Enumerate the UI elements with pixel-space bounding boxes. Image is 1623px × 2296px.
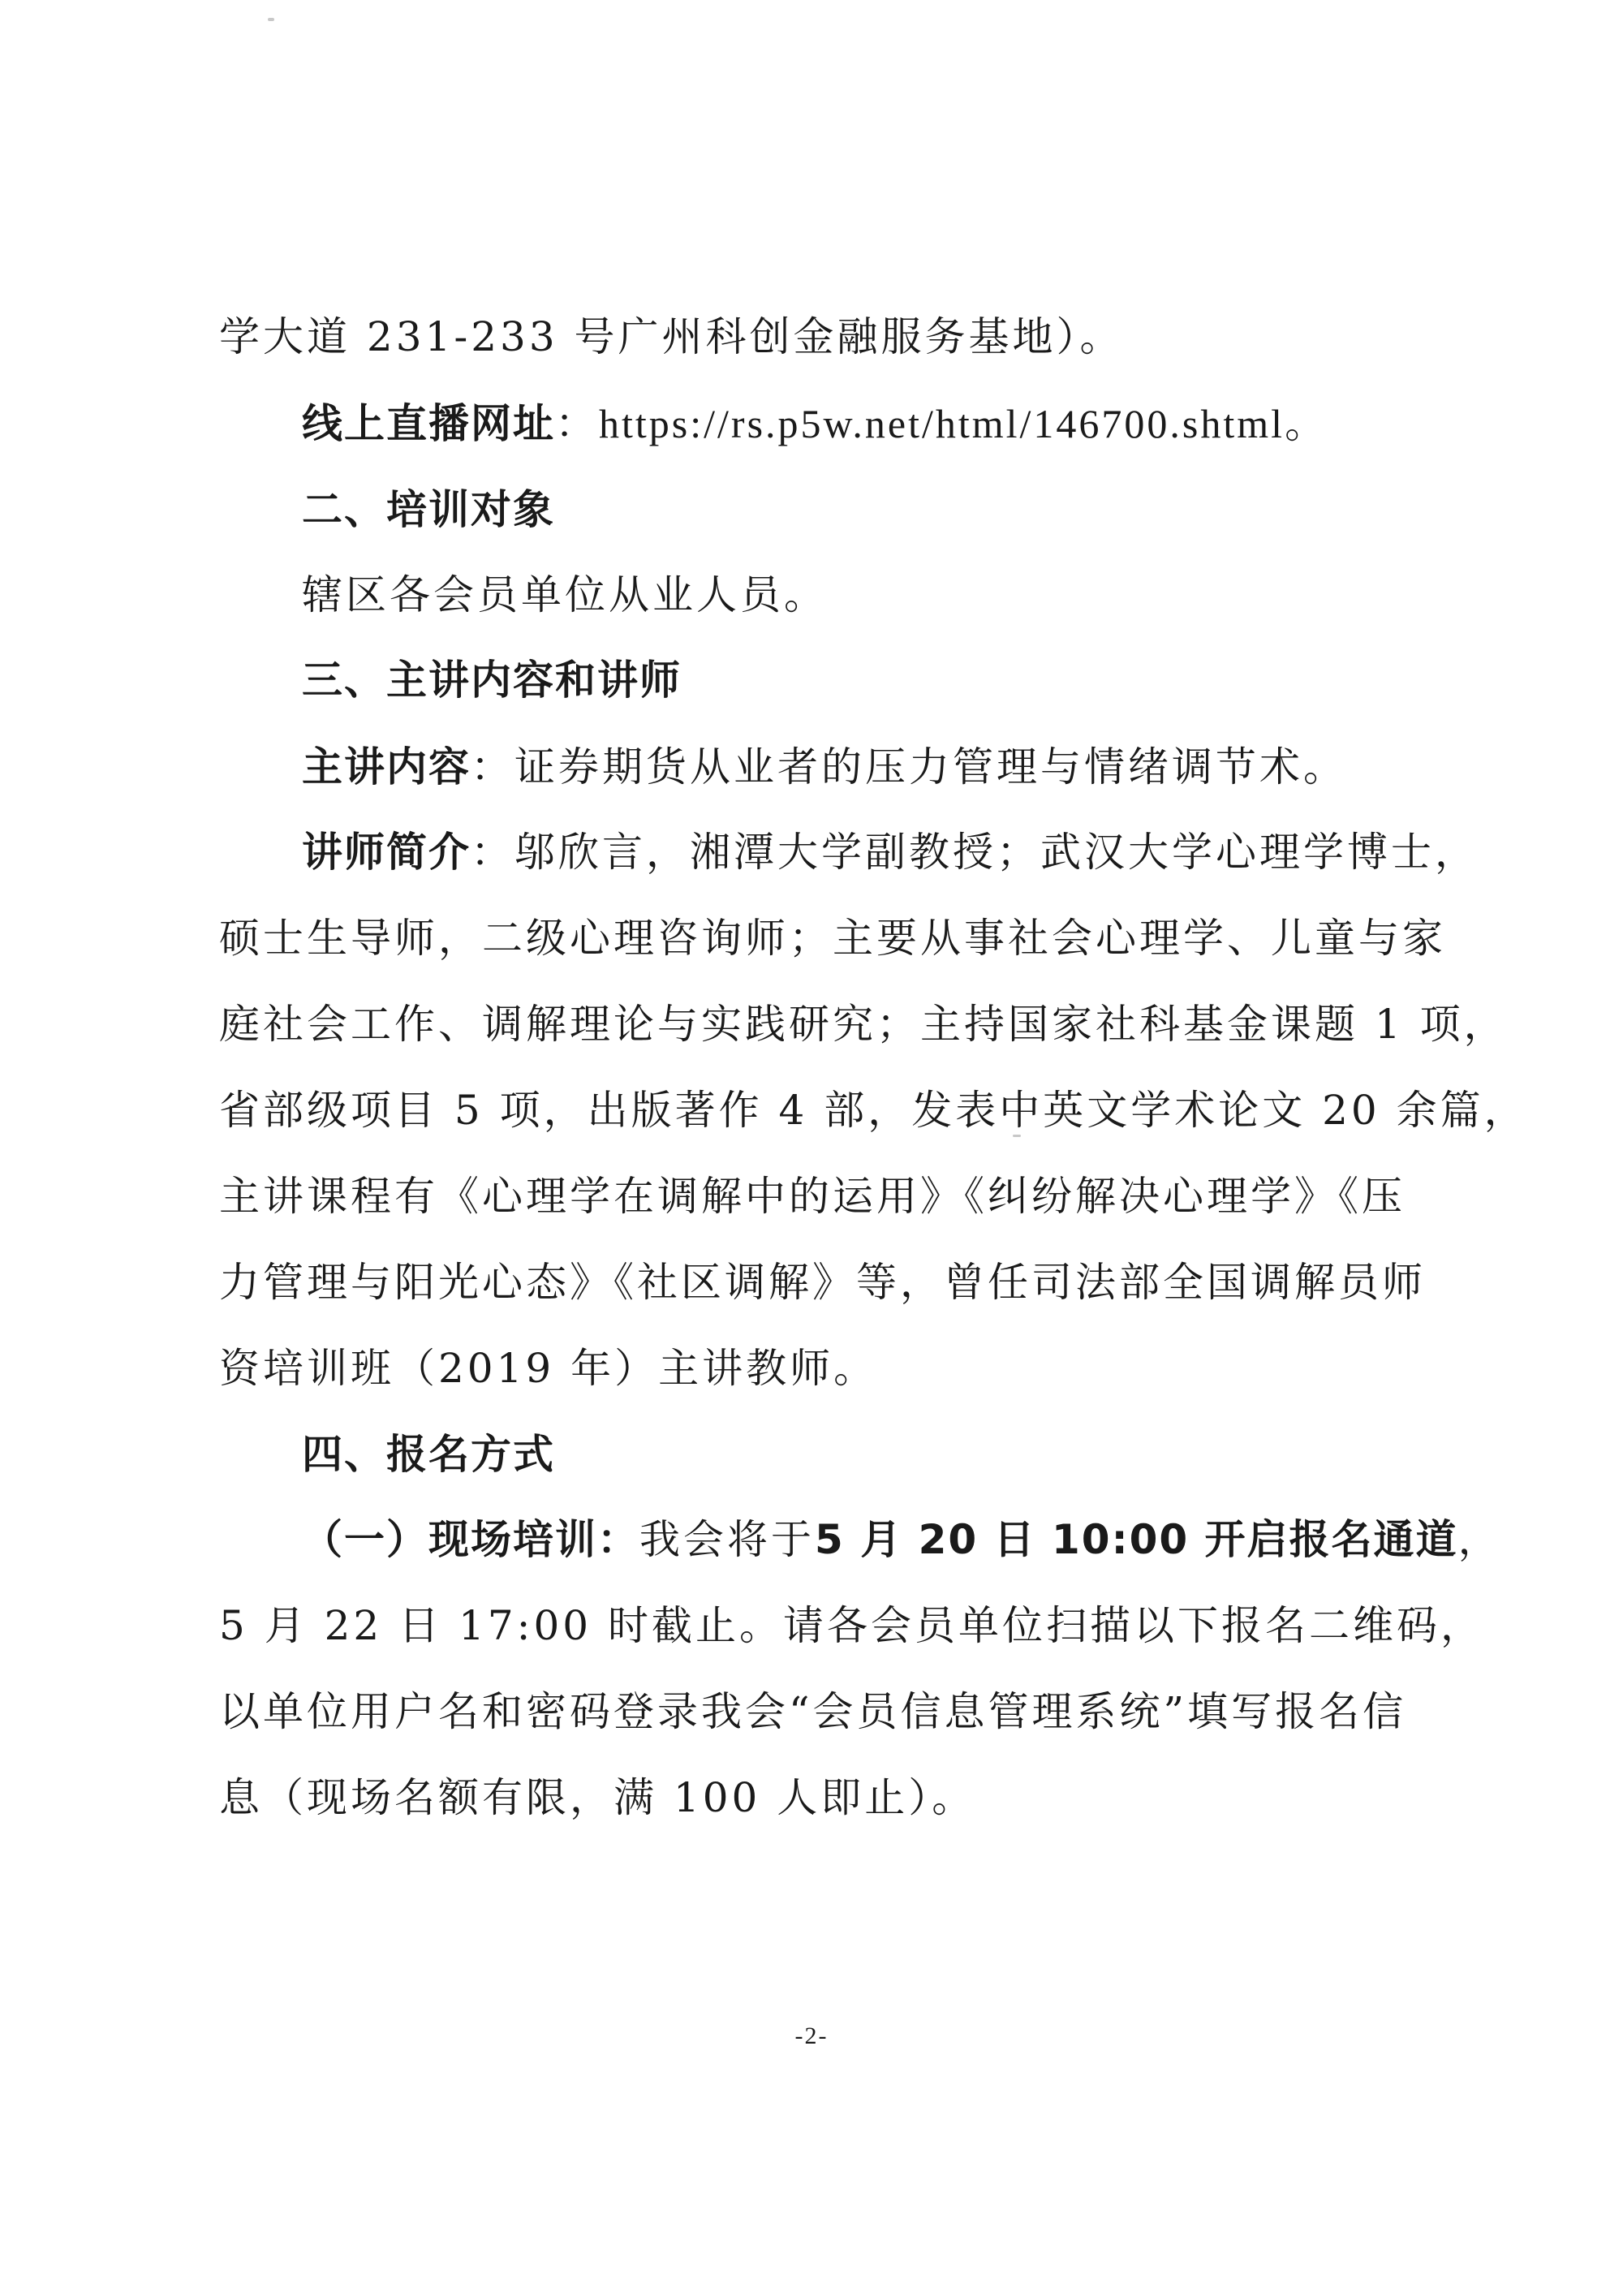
paragraph-line: 硕士生导师，二级心理咨询师；主要从事社会心理学、儿童与家 [219,915,1446,962]
scan-speck [268,18,274,21]
scan-speck [1013,1135,1021,1137]
paragraph-line: 以单位用户名和密码登录我会“会员信息管理系统”填写报名信 [219,1688,1407,1735]
live-url-sep: ： [555,400,599,447]
paragraph-line: 资培训班（2019 年）主讲教师。 [219,1345,878,1392]
onsite-training-text: 我会将于 [639,1516,815,1563]
onsite-training-label: （一）现场培训： [302,1516,639,1563]
lecturer-intro-line [302,829,1479,876]
section-heading: 三、主讲内容和讲师 [302,657,682,704]
page-number: -2- [794,2022,829,2049]
registration-open-time: 5 月 20 日 10:00 开启报名通道 [815,1516,1458,1563]
paragraph-line: 力管理与阳光心态》《社区调解》等，曾任司法部全国调解员师 [219,1259,1426,1306]
paragraph-line: 主讲课程有《心理学在调解中的运用》《纠纷解决心理学》《压 [219,1173,1406,1220]
paragraph-line: 省部级项目 5 项，出版著作 4 部，发表中英文学术论文 20 余篇， [219,1087,1528,1134]
live-url-line [302,400,1412,447]
paragraph-line: 5 月 22 日 17:00 时截止。请各会员单位扫描以下报名二维码， [219,1602,1484,1649]
section-heading: 四、报名方式 [302,1431,555,1478]
paragraph-line: 辖区各会员单位从业人员。 [302,571,828,618]
lecturer-intro-label: 讲师简介 [302,829,471,876]
live-url-label: 线上直播网址 [302,400,555,447]
lecture-content-line [302,743,1412,790]
section-heading: 二、培训对象 [302,486,555,533]
paragraph-line: 庭社会工作、调解理论与实践研究；主持国家社科基金课题 1 项， [219,1001,1508,1048]
paragraph-line: 息（现场名额有限，满 100 人即止）。 [219,1774,976,1821]
live-url-end: 。 [1285,400,1329,447]
onsite-training-line [302,1516,1502,1563]
live-url-link[interactable]: https://rs.p5w.net/html/146700.shtml [599,401,1285,446]
lecture-content-label: 主讲内容 [302,743,471,790]
paragraph-line: 学大道 231-233 号广州科创金融服务基地）。 [219,313,1124,360]
lecture-content-text: ：证券期货从业者的压力管理与情绪调节术。 [471,743,1347,790]
lecturer-intro-text: ：邬欣言，湘潭大学副教授；武汉大学心理学博士， [471,829,1479,876]
onsite-training-end: ， [1457,1516,1502,1563]
